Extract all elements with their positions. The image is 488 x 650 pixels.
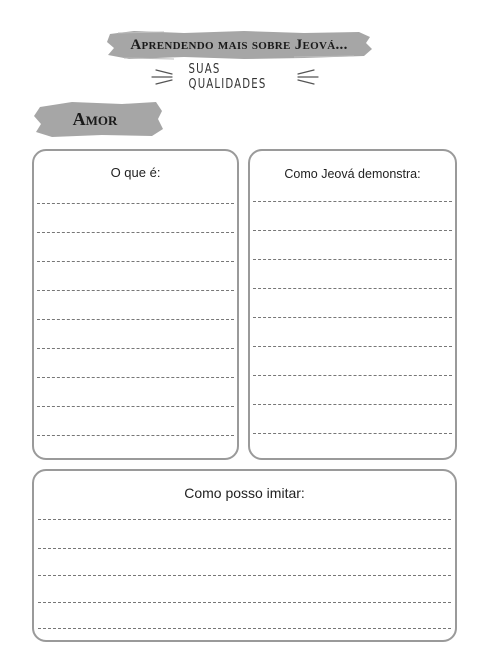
how-imitate-title: Como posso imitar: — [184, 485, 305, 501]
writing-line[interactable] — [253, 259, 452, 260]
writing-line[interactable] — [253, 230, 452, 231]
writing-line[interactable] — [37, 203, 234, 204]
writing-line[interactable] — [38, 519, 451, 520]
writing-line[interactable] — [253, 404, 452, 405]
how-imitate-box — [32, 469, 457, 642]
writing-line[interactable] — [38, 602, 451, 603]
writing-line[interactable] — [253, 433, 452, 434]
writing-line[interactable] — [37, 406, 234, 407]
subtitle: SUAS QUALIDADES — [188, 62, 267, 92]
writing-line[interactable] — [253, 375, 452, 376]
how-jehovah-shows-box — [248, 149, 457, 460]
writing-line[interactable] — [37, 377, 234, 378]
writing-line[interactable] — [37, 435, 234, 436]
writing-line[interactable] — [37, 319, 234, 320]
writing-line[interactable] — [253, 201, 452, 202]
writing-line[interactable] — [253, 288, 452, 289]
how-jehovah-shows-title: Como Jeová demonstra: — [284, 167, 421, 181]
writing-line[interactable] — [253, 346, 452, 347]
writing-line[interactable] — [253, 317, 452, 318]
writing-line[interactable] — [38, 548, 451, 549]
section-tag-label: Amor — [72, 108, 118, 129]
what-is-box — [32, 149, 239, 460]
what-is-title: O que é: — [110, 165, 161, 180]
header-banner-title: Aprendendo mais sobre Jeová... — [130, 36, 348, 53]
writing-line[interactable] — [37, 290, 234, 291]
writing-line[interactable] — [38, 628, 451, 629]
writing-line[interactable] — [37, 261, 234, 262]
writing-line[interactable] — [37, 348, 234, 349]
writing-line[interactable] — [38, 575, 451, 576]
writing-line[interactable] — [37, 232, 234, 233]
